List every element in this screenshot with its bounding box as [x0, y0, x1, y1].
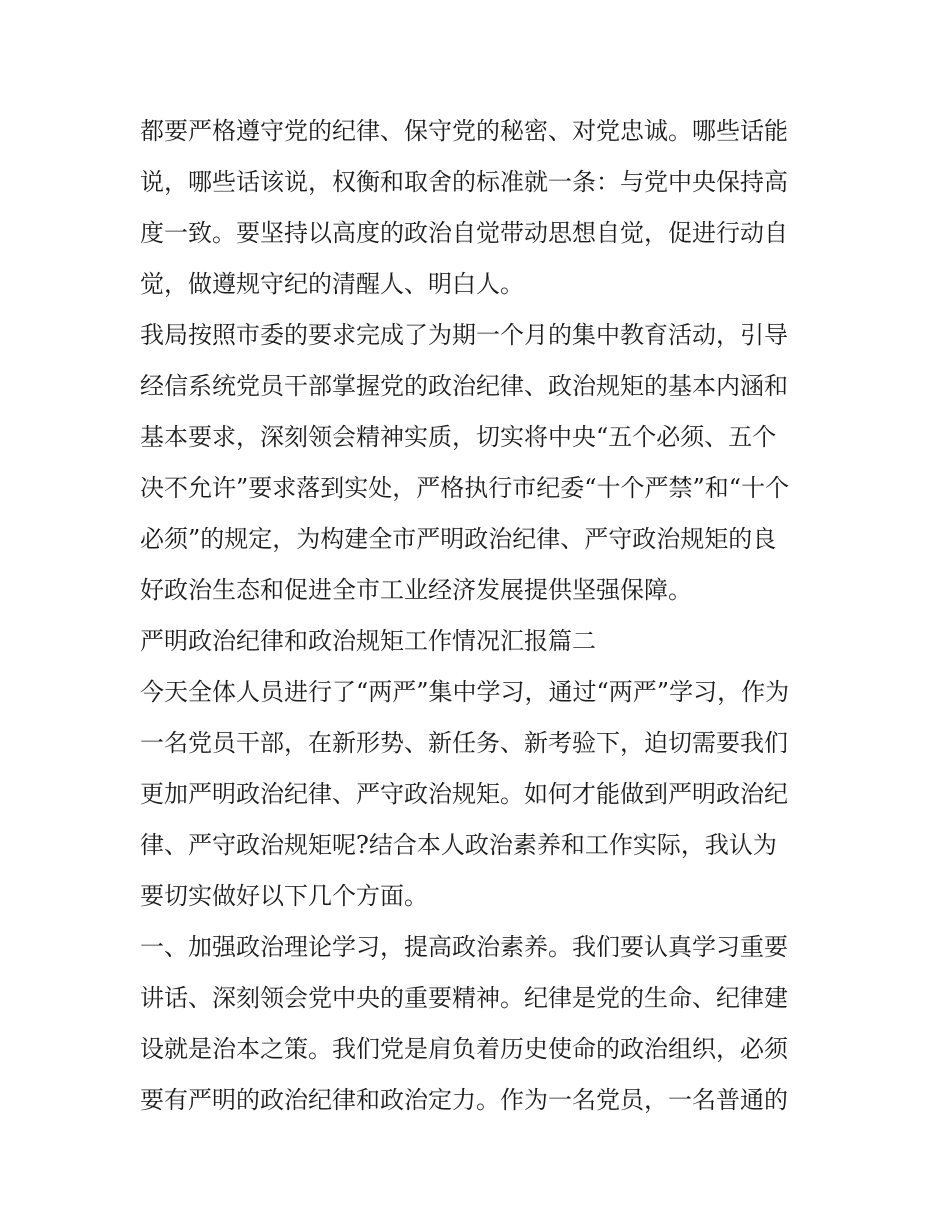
- text-line: 更加严明政治纪律、严守政治规矩。如何才能做到严明政治纪: [140, 780, 788, 808]
- text-line: 要有严明的政治纪律和政治定力。作为一名党员，一名普通的: [140, 1086, 788, 1114]
- section-heading: 严明政治纪律和政治规矩工作情况汇报篇二: [140, 627, 596, 655]
- text-line: 经信系统党员干部掌握党的政治纪律、政治规矩的基本内涵和: [140, 372, 788, 400]
- text-line: 度一致。要坚持以高度的政治自觉带动思想自觉，促进行动自: [140, 219, 788, 247]
- text-line: 好政治生态和促进全市工业经济发展提供坚强保障。: [140, 576, 692, 604]
- text-line: 基本要求，深刻领会精神实质，切实将中央“五个必须、五个: [140, 423, 777, 451]
- text-line: 要切实做好以下几个方面。: [140, 882, 428, 910]
- text-line: 一、加强政治理论学习，提高政治素养。我们要认真学习重要: [140, 933, 788, 961]
- text-line: 决不允许”要求落到实处，严格执行市纪委“十个严禁”和“十个: [140, 474, 790, 502]
- body-text: [140, 106, 820, 1126]
- text-line: 觉，做遵规守纪的清醒人、明白人。: [140, 270, 524, 298]
- text-line: 律、严守政治规矩呢?结合本人政治素养和工作实际，我认为: [140, 831, 777, 859]
- text-line: 一名党员干部，在新形势、新任务、新考验下，迫切需要我们: [140, 729, 788, 757]
- text-line: 今天全体人员进行了“两严”集中学习，通过“两严”学习，作为: [140, 678, 790, 706]
- text-line: 都要严格遵守党的纪律、保守党的秘密、对党忠诚。哪些话能: [140, 117, 788, 145]
- text-line: 我局按照市委的要求完成了为期一个月的集中教育活动，引导: [140, 321, 788, 349]
- text-line: 说，哪些话该说，权衡和取舍的标准就一条：与党中央保持高: [140, 168, 788, 196]
- text-line: 设就是治本之策。我们党是肩负着历史使命的政治组织，必须: [140, 1035, 788, 1063]
- text-line: 讲话、深刻领会党中央的重要精神。纪律是党的生命、纪律建: [140, 984, 788, 1012]
- text-line: 必须”的规定，为构建全市严明政治纪律、严守政治规矩的良: [140, 525, 777, 553]
